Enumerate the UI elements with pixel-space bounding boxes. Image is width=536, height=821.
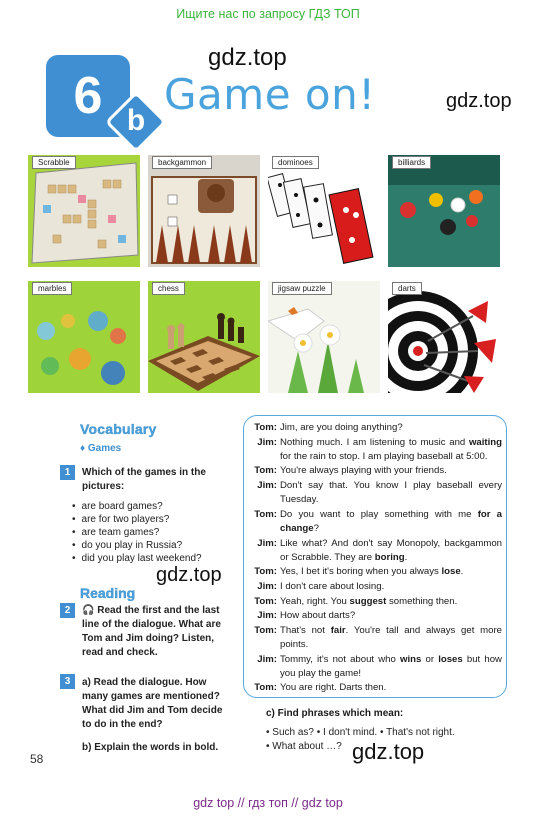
instruction-line: Tom and Jim doing? Listen,: [82, 633, 215, 644]
dialogue-text: [280, 624, 502, 652]
speaker-label: Jim:: [257, 480, 277, 492]
bold-word: suggest: [349, 595, 387, 607]
instruction-line: Which of the games in the: [82, 467, 206, 478]
exercise-number: 2: [60, 603, 75, 618]
dialogue-text: [280, 436, 502, 464]
text-run: That's not: [280, 625, 331, 636]
speaker-label: Tom:: [254, 682, 277, 694]
dialogue-line: [250, 653, 502, 681]
speaker-label: Tom:: [254, 625, 277, 636]
bold-word: for a change: [280, 508, 502, 534]
bold-word: loses: [438, 653, 463, 665]
dialogue-line: [250, 681, 502, 695]
speaker-label: Tom:: [254, 422, 277, 433]
text-run: Do you want to play something with me: [280, 508, 478, 520]
speaker-label: Jim:: [257, 436, 277, 448]
dialogue-line: [250, 479, 502, 507]
jigsaw-puzzle-icon: [268, 281, 380, 393]
text-run: Tommy, it's not about who: [280, 653, 401, 665]
exercise-number: 3: [60, 674, 75, 689]
bold-word: boring: [374, 551, 405, 563]
photo-label: Scrabble: [32, 156, 76, 169]
photo-dominoes: [268, 155, 380, 267]
speaker-label: Tom:: [254, 595, 277, 607]
dialogue-line: [250, 508, 502, 536]
text-run: Yes, I bet it's boring when you always: [280, 566, 442, 578]
list-item: • do you play in Russia?: [72, 539, 202, 552]
photo-label: darts: [392, 282, 422, 295]
dialogue-line: [250, 580, 502, 594]
page-title: Game on!: [164, 70, 376, 119]
speaker-label: Tom:: [254, 465, 277, 477]
dialogue-line: [250, 537, 502, 565]
list-item: • are for two players?: [72, 513, 202, 526]
text-run: Jim, are you doing anything?: [280, 422, 403, 433]
chess-board-icon: [148, 281, 260, 393]
instruction-line: read and check.: [82, 647, 158, 658]
billiards-icon: [388, 155, 500, 267]
dialogue-text: [280, 464, 502, 478]
exercise-3c-instruction: c) Find phrases which mean:: [266, 708, 404, 719]
exercise-number: 1: [60, 465, 75, 480]
photo-billiards: [388, 155, 500, 267]
watermark: gdz.top: [352, 739, 425, 764]
list-item: • are board games?: [72, 500, 202, 513]
lesson-letter: b: [126, 104, 146, 137]
speaker-label: Tom:: [254, 508, 277, 520]
dialogue-line: [250, 436, 502, 464]
photo-label: marbles: [32, 282, 72, 295]
exercise-3b-instruction: b) Explain the words in bold.: [82, 742, 219, 753]
dialogue-line: [250, 609, 502, 623]
dialogue-text: [280, 580, 502, 594]
text-run: ?: [313, 522, 319, 534]
bold-word: wins: [400, 653, 422, 665]
photo-chess: [148, 281, 260, 393]
page-number: 58: [30, 752, 44, 766]
dialogue-line: [250, 464, 502, 478]
text-run: for the rain to stop. I am playing baseball at 5:00.: [280, 450, 488, 462]
instruction-line: pictures:: [82, 481, 125, 492]
dialogue-text: [280, 653, 502, 681]
dialogue-line: [250, 624, 502, 652]
backgammon-board-icon: [148, 155, 260, 267]
photo-label: backgammon: [152, 156, 212, 169]
text-run: something then.: [386, 595, 458, 607]
dialogue-text: [280, 609, 502, 623]
speaker-label: Jim:: [257, 537, 277, 549]
exercise-1-instruction: [82, 466, 206, 494]
photo-backgammon: [148, 155, 260, 267]
dialogue-text: [280, 537, 502, 565]
text-run: I don't care about losing.: [280, 580, 385, 592]
text-run: Like what? And don't say Monopoly, backgammon or Scrabble. They are: [280, 537, 502, 563]
dominoes-icon: [268, 155, 380, 267]
instruction-line: to do in the end?: [82, 719, 163, 730]
text-run: How about darts?: [280, 610, 356, 622]
photo-label: billiards: [392, 156, 431, 169]
watermark: gdz.top: [208, 44, 287, 71]
speaker-label: Jim:: [257, 653, 277, 665]
text-run: but how you play the game!: [280, 653, 502, 679]
watermark: gdz.top: [446, 90, 512, 112]
speaker-label: Jim:: [257, 580, 277, 592]
dialogue-text: [280, 421, 502, 435]
text-run: Yeah, right. You: [280, 595, 350, 607]
instruction-line: a) Read the dialogue. How: [82, 677, 207, 688]
photo-label: chess: [152, 282, 185, 295]
exercise-2-instruction: [82, 604, 221, 660]
phrase-list: • What about …?: [266, 741, 342, 752]
text-run: You are right. Darts then.: [280, 682, 387, 694]
text-run: . You're tall and always get more points.: [280, 625, 503, 650]
photo-scrabble: [28, 155, 140, 267]
text-run: .: [460, 566, 464, 578]
dialogue-text: [280, 681, 502, 695]
dartboard-icon: [388, 281, 500, 393]
footer: gdz top // гдз топ // gdz top: [193, 796, 343, 810]
photo-marbles: [28, 281, 140, 393]
topic-label: ♦ Games: [80, 443, 122, 454]
text-run: or: [421, 653, 439, 665]
vocabulary-heading: Vocabulary: [80, 421, 157, 437]
photo-darts: [388, 281, 500, 393]
bold-word: fair: [330, 625, 346, 636]
instruction-line: What did Jim and Tom decide: [82, 705, 223, 716]
reading-heading: Reading: [80, 585, 136, 601]
dialogue-line: [250, 565, 502, 579]
list-item: • are team games?: [72, 526, 202, 539]
list-item: • did you play last weekend?: [72, 552, 202, 565]
instruction-line: line of the dialogue. What are: [82, 619, 221, 630]
exercise-3a-instruction: [82, 676, 222, 732]
marbles-icon: [28, 281, 140, 393]
photo-label: dominoes: [272, 156, 319, 169]
dialogue-text: [280, 508, 502, 536]
scrabble-board-icon: [28, 155, 140, 267]
instruction-line: many games are mentioned?: [82, 691, 220, 702]
photo-label: jigsaw puzzle: [272, 282, 332, 295]
exercise-1-questions: [72, 500, 202, 565]
dialogue-text: [280, 565, 502, 579]
dialogue-text: [280, 595, 502, 609]
phrase-list: • Such as? • I don't mind. • That's not right.: [266, 727, 455, 738]
text-run: Nothing much. I am listening to music and: [280, 436, 469, 448]
watermark: gdz.top: [156, 564, 222, 586]
photo-jigsaw-puzzle: [268, 281, 380, 393]
dialogue-text: [280, 479, 502, 507]
top-banner: Ищите нас по запросу ГДЗ ТОП: [176, 7, 360, 21]
dialogue-line: [250, 421, 502, 435]
text-run: .: [404, 551, 408, 563]
text-run: You're always playing with your friends.: [280, 465, 447, 477]
bold-word: waiting: [468, 436, 502, 448]
unit-number: 6: [73, 67, 103, 125]
bold-word: lose: [441, 566, 461, 578]
instruction-line: 🎧 Read the first and the last: [82, 605, 220, 616]
text-run: Don't say that. You know I play baseball every Tuesday.: [280, 480, 502, 506]
dialogue-line: [250, 595, 502, 609]
speaker-label: Tom:: [254, 566, 277, 578]
speaker-label: Jim:: [257, 610, 277, 622]
